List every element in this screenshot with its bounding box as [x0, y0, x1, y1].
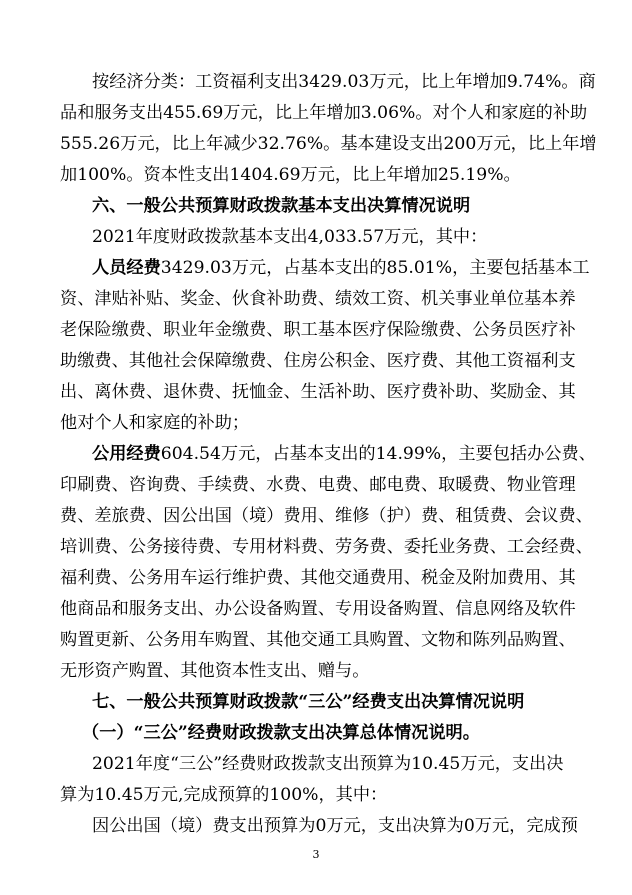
section-heading-7: 七、一般公共预算财政拨款“三公”经费支出决算情况说明 [92, 692, 525, 712]
page-number: 3 [312, 848, 320, 861]
paragraph-line: 555.26万元，比上年减少32.76%。基本建设支出200万元，比上年增 [60, 134, 597, 154]
paragraph-line: 费、差旅费、因公出国（境）费用、维修（护）费、租赁费、会议费、 [60, 506, 593, 526]
paragraph-line: 无形资产购置、其他资本性支出、赠与。 [60, 661, 370, 681]
paragraph-line: 购置更新、公务用车购置、其他交通工具购置、文物和陈列品购置、 [60, 630, 576, 650]
paragraph-line: 助缴费、其他社会保障缴费、住房公积金、医疗费、其他工资福利支 [60, 351, 576, 371]
section-heading-6: 六、一般公共预算财政拨款基本支出决算情况说明 [92, 196, 471, 216]
public-expense-text: 604.54万元，占基本支出的14.99%，主要包括办公费、 [160, 444, 596, 464]
paragraph-line: 因公出国（境）费支出预算为0万元，支出决算为0万元，完成预 [92, 816, 578, 836]
paragraph-line: 加100%。资本性支出1404.69万元，比上年增加25.19%。 [60, 165, 521, 185]
paragraph-line: 老保险缴费、职业年金缴费、职工基本医疗保险缴费、公务员医疗补 [60, 320, 576, 340]
paragraph-line: 2021年度“三公”经费财政拨款支出预算为10.45万元，支出决 [92, 754, 564, 774]
paragraph-line: 品和服务支出455.69万元，比上年增加3.06%。对个人和家庭的补助 [60, 103, 588, 123]
public-expense-line [92, 442, 596, 466]
paragraph-line: 印刷费、咨询费、手续费、水费、电费、邮电费、取暖费、物业管理 [60, 475, 576, 495]
paragraph-line: 2021年度财政拨款基本支出4,033.57万元，其中： [92, 227, 488, 247]
paragraph-line: 算为10.45万元,完成预算的100%，其中： [60, 785, 388, 805]
paragraph-line: 他对个人和家庭的补助； [60, 413, 250, 433]
paragraph-line: 资、津贴补贴、奖金、伙食补助费、绩效工资、机关事业单位基本养 [60, 289, 576, 309]
paragraph-line: 培训费、公务接待费、专用材料费、劳务费、委托业务费、工会经费、 [60, 537, 593, 557]
paragraph-line: 他商品和服务支出、办公设备购置、专用设备购置、信息网络及软件 [60, 599, 576, 619]
personnel-expense-label: 人员经费 [92, 258, 161, 278]
paragraph-line: 福利费、公务用车运行维护费、其他交通费用、税金及附加费用、其 [60, 568, 576, 588]
personnel-expense-line [92, 256, 596, 280]
subsection-heading: （一）“三公”经费财政拨款支出决算总体情况说明。 [82, 723, 480, 743]
paragraph-line: 按经济分类：工资福利支出3429.03万元，比上年增加9.74%。商 [92, 72, 596, 92]
personnel-expense-text: 3429.03万元，占基本支出的85.01%，主要包括基本工 [160, 258, 590, 278]
paragraph-line: 出、离休费、退休费、抚恤金、生活补助、医疗费补助、奖励金、其 [60, 382, 576, 402]
public-expense-label: 公用经费 [92, 444, 161, 464]
